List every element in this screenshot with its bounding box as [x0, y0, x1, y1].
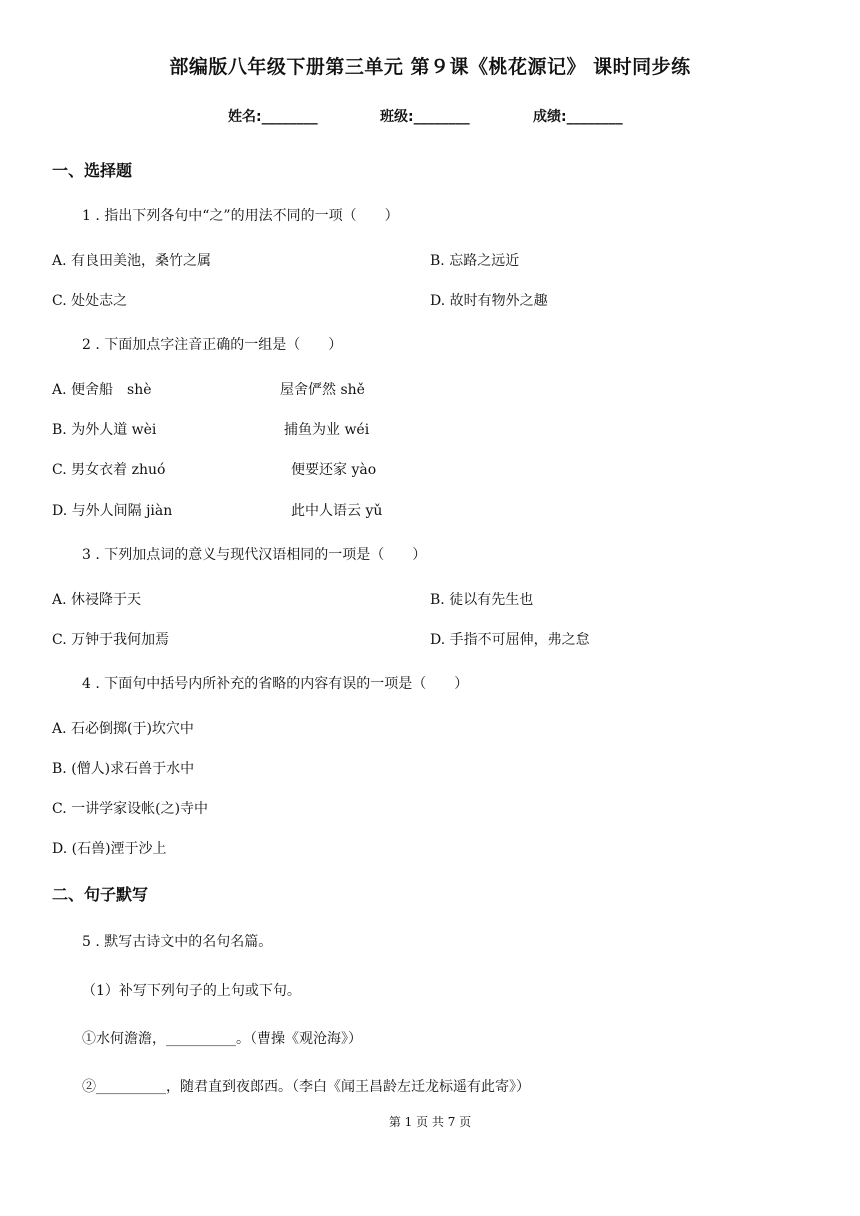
question-3-option-c: C. 万钟于我何加焉: [52, 632, 170, 648]
question-4-option-a: A. 石必倒掷(于)坎穴中: [52, 721, 194, 737]
question-2-stem: 2 . 下面加点字注音正确的一组是（ ）: [82, 337, 343, 353]
question-5-line-1: ①水何澹澹，__________。（曹操《观沧海》）: [82, 1031, 362, 1047]
question-2-option-c: C. 男女衣着 zhuó: [52, 462, 166, 478]
question-2-option-d-second: 此中人语云 yǔ: [291, 503, 383, 519]
question-1-option-c: C. 处处志之: [52, 293, 128, 309]
question-5-line-2: ②__________，随君直到夜郎西。（李白《闻王昌龄左迁龙标遥有此寄》）: [82, 1079, 530, 1095]
class-field: 班级:________: [380, 109, 470, 125]
question-1-option-d: D. 故时有物外之趣: [430, 293, 548, 309]
question-5-stem: 5 . 默写古诗文中的名句名篇。: [82, 934, 273, 950]
question-1-option-a: A. 有良田美池，桑竹之属: [52, 253, 212, 269]
question-3-stem: 3 . 下列加点词的意义与现代汉语相同的一项是（ ）: [82, 547, 427, 563]
score-field: 成绩:________: [533, 109, 623, 125]
page-title: 部编版八年级下册第三单元 第９课《桃花源记》 课时同步练: [169, 56, 691, 78]
question-5-subquestion: （1）补写下列句子的上句或下句。: [82, 983, 301, 999]
question-4-option-b: B. (僧人)求石兽于水中: [52, 761, 195, 777]
question-3-option-d: D. 手指不可屈伸，弗之怠: [430, 632, 590, 648]
question-1-option-b: B. 忘路之远近: [430, 253, 520, 269]
name-field: 姓名:________: [228, 109, 318, 125]
question-2-option-b-second: 捕鱼为业 wéi: [284, 422, 370, 438]
question-4-stem: 4 . 下面句中括号内所补充的省略的内容有误的一项是（ ）: [82, 676, 469, 692]
question-4-option-c: C. 一讲学家设帐(之)寺中: [52, 801, 209, 817]
question-1-stem: 1 . 指出下列各句中“之”的用法不同的一项（ ）: [82, 208, 399, 224]
question-2-option-a-second: 屋舍俨然 shě: [280, 382, 365, 398]
question-2-option-c-second: 便要还家 yào: [291, 462, 377, 478]
question-2-option-a: A. 便舍船 shè: [52, 382, 152, 398]
question-3-option-b: B. 徒以有先生也: [430, 592, 534, 608]
page-footer: 第 1 页 共 7 页: [388, 1115, 472, 1129]
question-3-option-a: A. 休祲降于天: [52, 592, 142, 608]
section-heading-choice: 一、选择题: [52, 161, 133, 180]
section-heading-dictation: 二、句子默写: [52, 885, 149, 904]
question-2-option-d: D. 与外人间隔 jiàn: [52, 503, 173, 519]
question-2-option-b: B. 为外人道 wèi: [52, 422, 157, 438]
question-4-option-d: D. (石兽)湮于沙上: [52, 841, 167, 857]
